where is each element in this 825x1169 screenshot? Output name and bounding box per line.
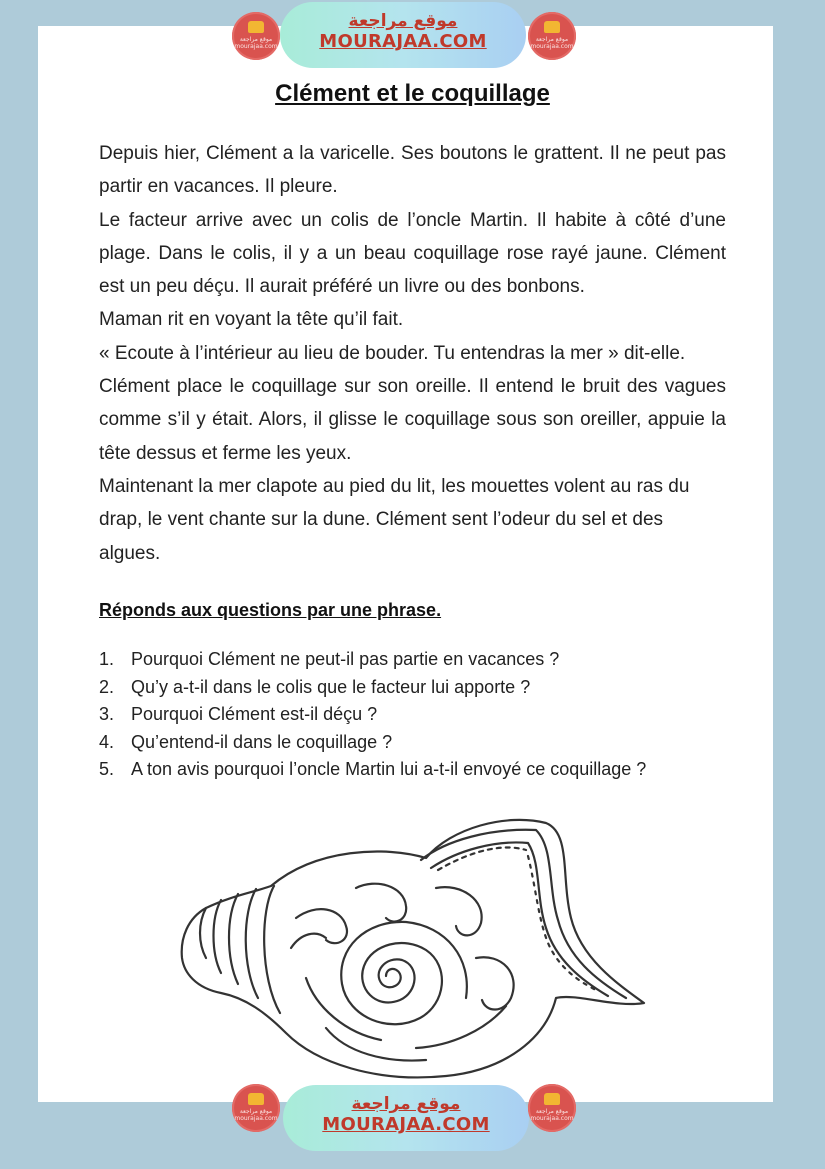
site-banner[interactable]: [283, 1085, 529, 1151]
page-title: Clément et le coquillage: [275, 80, 550, 107]
story-paragraph: « Ecoute à l’intérieur au lieu de bouder. Tu entendras la mer » dit-elle.: [99, 342, 686, 364]
story-paragraph: Clément place le coquillage sur son oreille. Il entend le bruit des vagues comme s’il y était. Alors, il glisse le coquillage sous son oreiller, appuie la tête dessus et ferme les yeux.: [99, 376, 726, 464]
site-logo-icon: موقع مراجعة mourajaa.com: [232, 12, 280, 60]
question-item: 3. Pourquoi Clément est-il déçu ?: [99, 704, 378, 725]
story-paragraph: Depuis hier, Clément a la varicelle. Ses boutons le grattent. Il ne peut pas partir en vacances. Il pleure.: [99, 143, 726, 198]
question-item: 1. Pourquoi Clément ne peut-il pas partie en vacances ?: [99, 649, 560, 669]
site-logo-icon: موقع مراجعة mourajaa.com: [232, 1084, 280, 1132]
story-paragraph: Maman rit en voyant la tête qu’il fait.: [99, 309, 404, 331]
question-item: 4. Qu’entend-il dans le coquillage ?: [99, 731, 393, 752]
story-paragraph: Le facteur arrive avec un colis de l’oncle Martin. Il habite à côté d’une plage. Dans le colis, il y a un beau coquillage rose rayé jaune. Clément est un peu déçu. Il aurait préféré un livre ou des bonbons.: [99, 209, 726, 298]
site-logo-icon: موقع مراجعة mourajaa.com: [528, 1084, 576, 1132]
site-logo-icon: موقع مراجعة mourajaa.com: [528, 12, 576, 60]
story-text: [99, 137, 726, 570]
site-name-latin: MOURAJAA.COM: [322, 1114, 490, 1135]
question-item: 5. A ton avis pourquoi l’oncle Martin lui a-t-il envoyé ce coquillage ?: [99, 759, 647, 780]
site-name-arabic: موقع مراجعة: [351, 1094, 461, 1114]
site-banner[interactable]: [280, 2, 526, 68]
question-item: 2. Qu’y a-t-il dans le colis que le facteur lui apporte ?: [99, 676, 531, 697]
site-name-arabic: موقع مراجعة: [348, 11, 458, 31]
seashell-icon: [176, 808, 646, 1083]
story-paragraph: Maintenant la mer clapote au pied du lit, les mouettes volent au ras du drap, le vent chante sur la dune. Clément sent l’odeur du sel et des algues.: [99, 475, 690, 564]
questions-heading: Réponds aux questions par une phrase.: [99, 600, 442, 620]
questions-list: [99, 646, 739, 784]
site-name-latin: MOURAJAA.COM: [319, 31, 487, 52]
